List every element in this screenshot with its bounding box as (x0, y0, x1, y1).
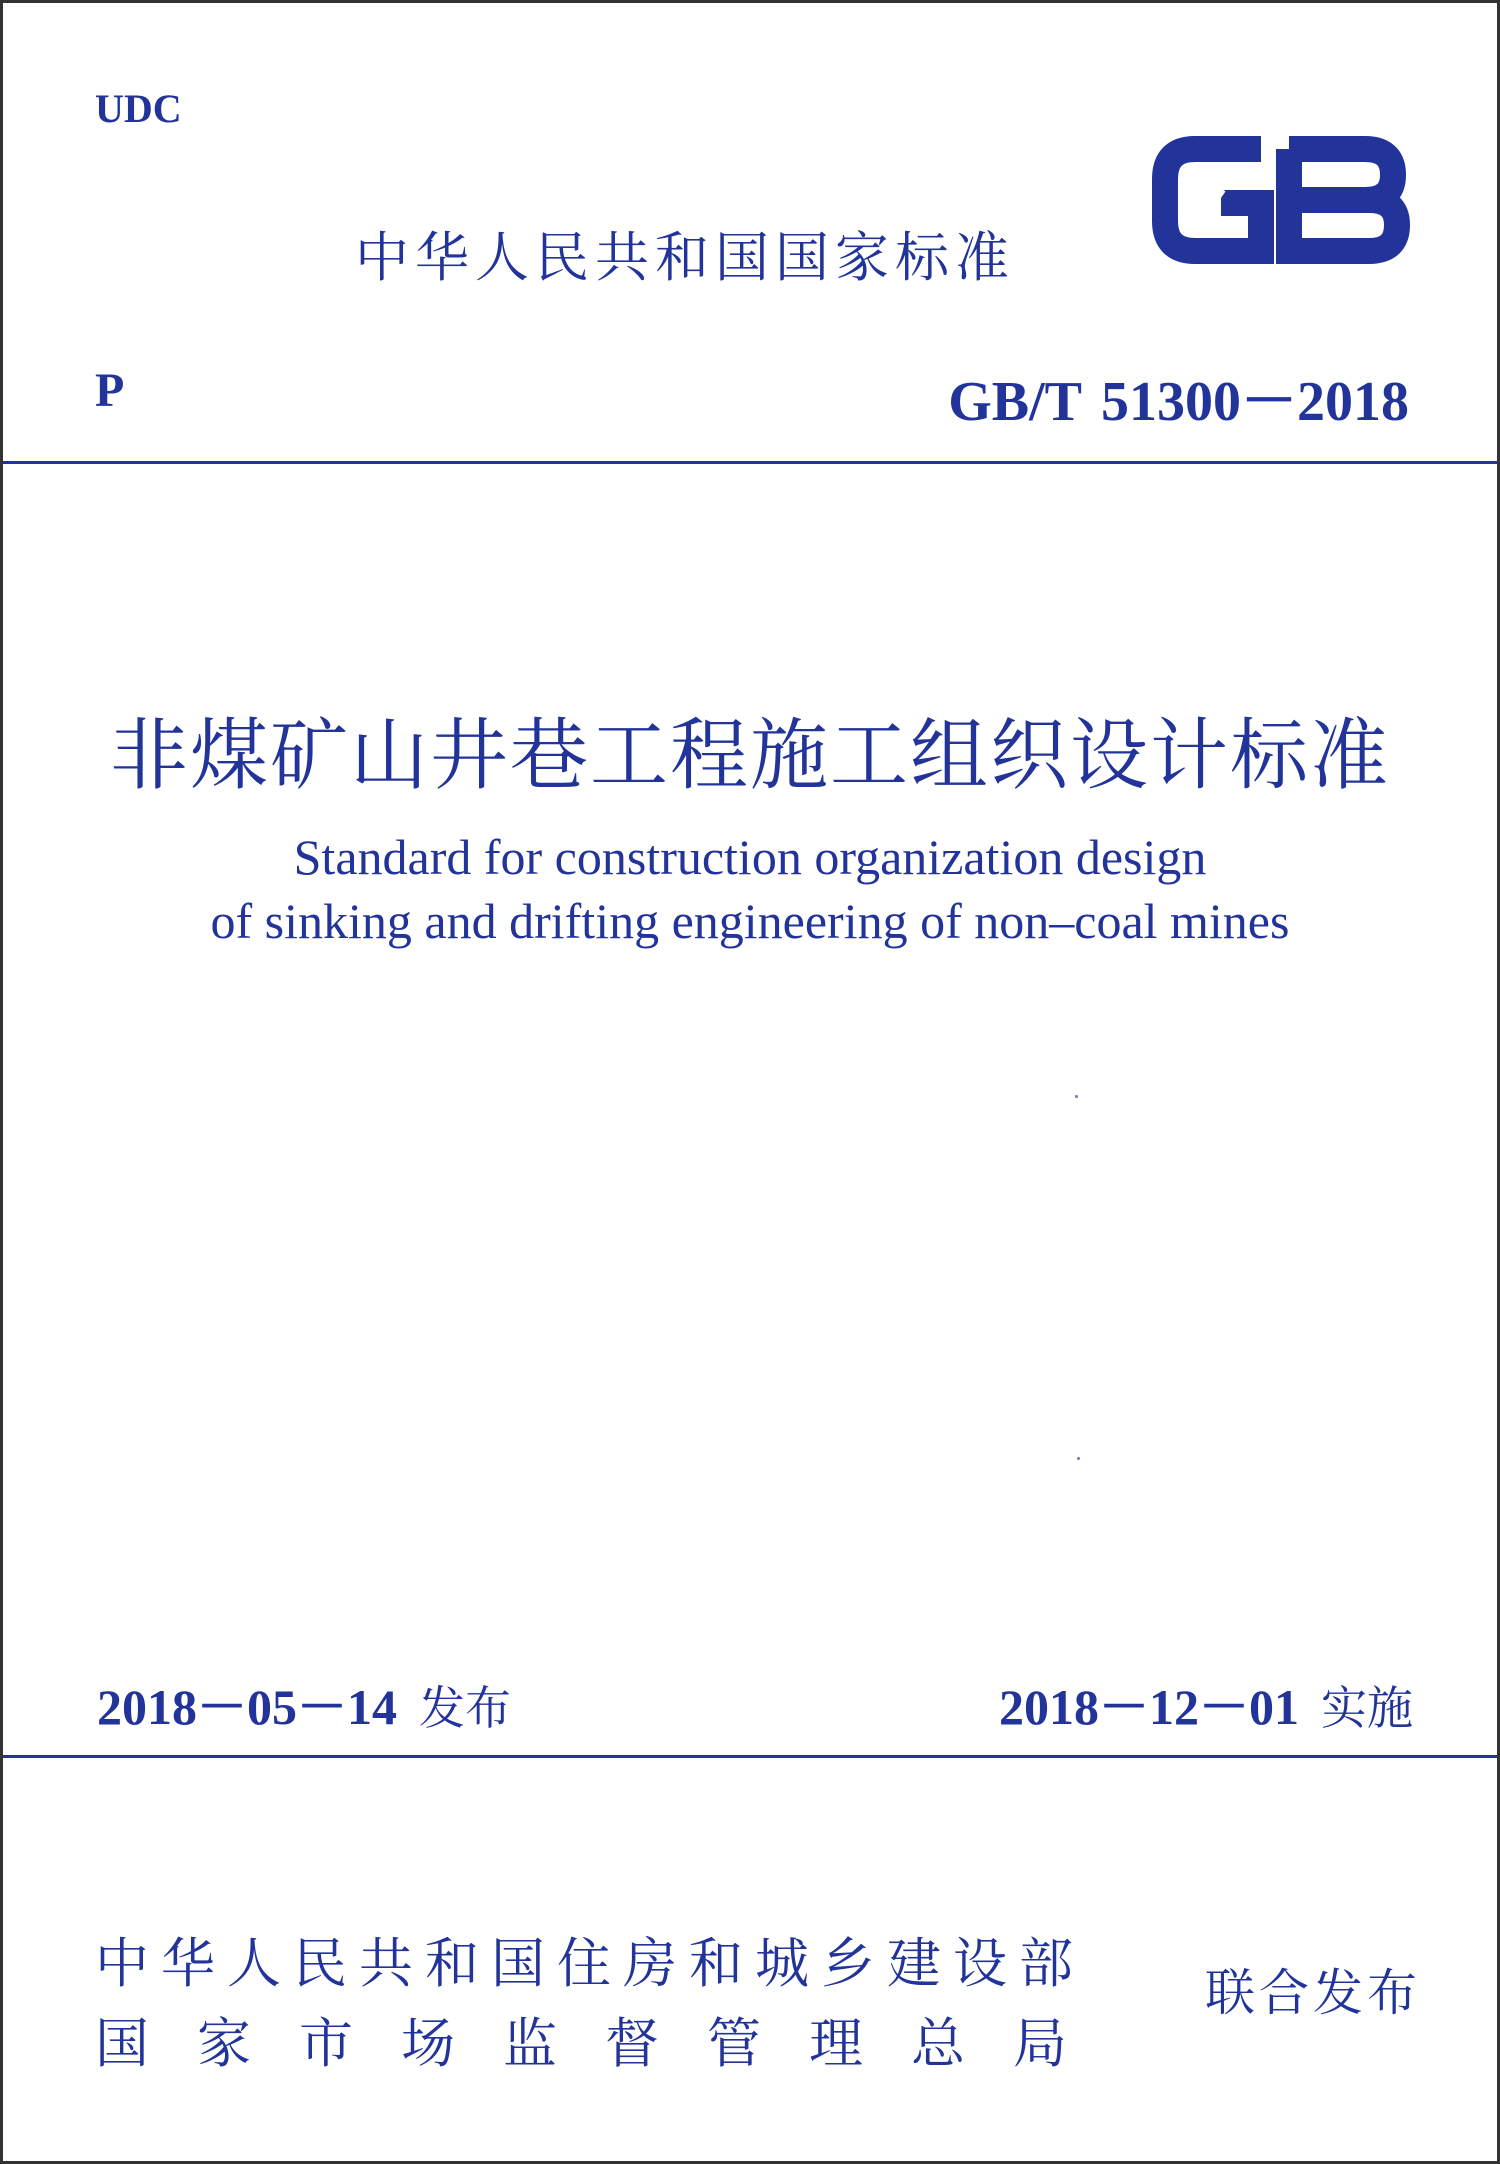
issued-label: 发布 (419, 1681, 511, 1735)
publisher-line-2: 国家市场监督管理总局 (95, 2012, 1115, 2075)
publisher-line-1: 中华人民共和国住房和城乡建设部 (95, 1932, 1085, 1995)
title-english-line1: Standard for construction organization design (293, 829, 1207, 885)
top-divider (3, 461, 1497, 464)
issued-date-block (97, 1667, 511, 1739)
bottom-divider (3, 1755, 1497, 1758)
category-code: P (95, 364, 125, 417)
effective-label: 实施 (1321, 1681, 1413, 1735)
title-english (3, 825, 1497, 953)
issued-date: 2018－05－14 (97, 1679, 397, 1735)
standard-code: GB/T 51300－2018 (948, 371, 1409, 433)
effective-date-block (999, 1667, 1413, 1739)
udc-label: UDC (95, 86, 182, 131)
title-english-line2: of sinking and drifting engineering of non–coal mines (210, 893, 1290, 949)
title-chinese: 非煤矿山井巷工程施工组织设计标准 (109, 711, 1390, 801)
national-standard-heading: 中华人民共和国国家标准 (355, 226, 1015, 289)
joint-publish-label: 联合发布 (1205, 1964, 1421, 2022)
effective-date: 2018－12－01 (999, 1679, 1299, 1735)
gb-logo-icon (1143, 125, 1415, 275)
